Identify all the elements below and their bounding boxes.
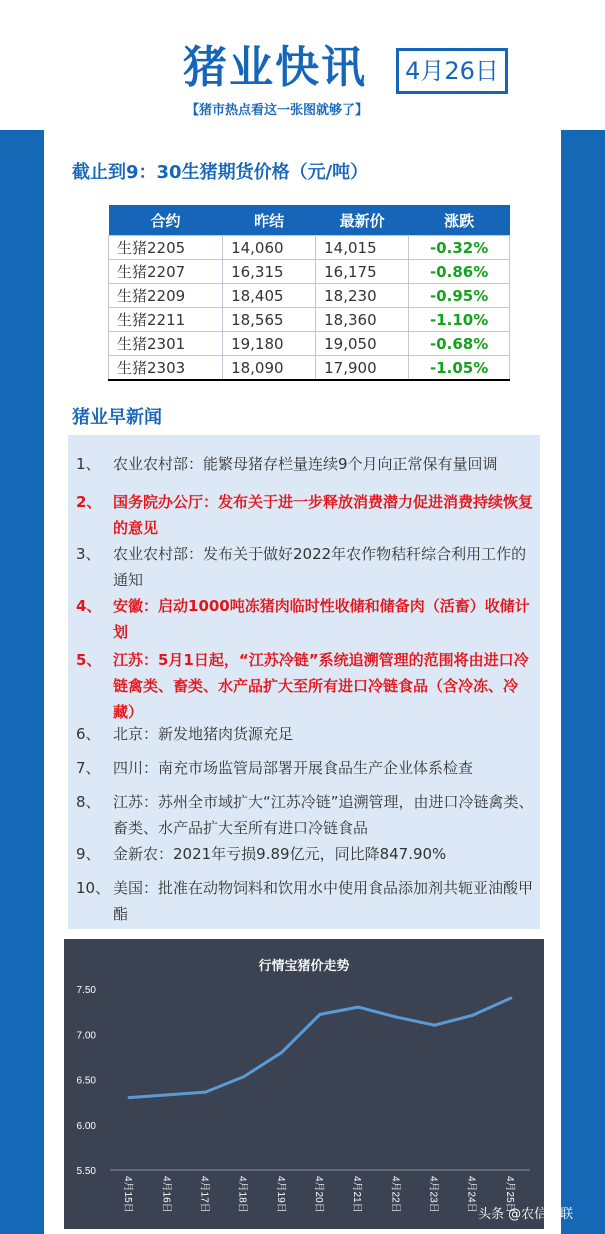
news-text: 国务院办公厅：发布关于进一步释放消费潜力促进消费持续恢复的意见	[113, 493, 534, 537]
y-tick-label: 6.00	[76, 1120, 96, 1132]
change-cell: -0.68%	[409, 332, 510, 356]
prev-settle-cell: 19,180	[223, 332, 316, 356]
x-tick-label: 4月17日	[198, 1176, 210, 1213]
x-tick-label: 4月23日	[427, 1176, 439, 1213]
price-trend-chart	[64, 939, 544, 1229]
news-text: 江苏：5月1日起，“江苏冷链”系统追溯管理的范围将由进口冷链禽类、畜类、水产品扩大至所有进口冷链食品（含冷冻、冷藏）	[113, 651, 529, 721]
latest-price-cell: 19,050	[316, 332, 409, 356]
date-badge: 4月26日	[396, 48, 508, 94]
x-tick-label: 4月24日	[465, 1176, 477, 1213]
change-cell: -0.86%	[409, 260, 510, 284]
data-point	[166, 1093, 169, 1096]
news-text: 美国：批准在动物饲料和饮用水中使用食品添加剂共轭亚油酸甲酯	[113, 879, 534, 923]
column-header-latest: 最新价	[316, 205, 409, 236]
data-point	[204, 1091, 207, 1094]
y-tick-label: 7.50	[76, 985, 96, 996]
data-point	[471, 1014, 474, 1017]
x-tick-label: 4月15日	[122, 1176, 134, 1213]
table-row	[109, 236, 510, 260]
table-row	[109, 284, 510, 308]
news-list	[68, 435, 540, 929]
news-text: 四川：南充市场监管局部署开展食品生产企业体系检查	[113, 759, 474, 777]
latest-price-cell: 18,230	[316, 284, 409, 308]
data-point	[319, 1013, 322, 1016]
x-tick-label: 4月22日	[389, 1176, 401, 1213]
news-text: 农业农村部：发布关于做好2022年农作物秸秆综合利用工作的通知	[113, 545, 527, 589]
news-text: 农业农村部：能繁母猪存栏量连续9个月向正常保有量回调	[113, 455, 498, 473]
news-number: 6、	[76, 725, 101, 743]
chart-canvas	[64, 939, 544, 1229]
latest-price-cell: 17,900	[316, 356, 409, 381]
x-tick-label: 4月20日	[313, 1176, 324, 1213]
x-tick-label: 4月16日	[160, 1176, 172, 1213]
y-tick-label: 6.50	[76, 1075, 96, 1087]
news-number: 8、	[76, 793, 101, 811]
header	[0, 0, 605, 130]
table-row	[109, 308, 510, 332]
x-tick-label: 4月18日	[236, 1176, 248, 1213]
latest-price-cell: 18,360	[316, 308, 409, 332]
data-point	[128, 1096, 131, 1099]
prev-settle-cell: 18,090	[223, 356, 316, 381]
x-tick-label: 4月19日	[274, 1176, 286, 1213]
news-number: 3、	[76, 545, 101, 563]
prev-settle-cell: 18,565	[223, 308, 316, 332]
news-number: 5、	[76, 651, 102, 669]
change-cell: -0.95%	[409, 284, 510, 308]
contract-cell: 生猪2303	[109, 356, 223, 381]
news-text: 安徽：启动1000吨冻猪肉临时性收储和储备肉（活畜）收储计划	[113, 597, 530, 641]
change-cell: -1.10%	[409, 308, 510, 332]
news-number: 9、	[76, 845, 101, 863]
futures-section-title: 截止到9：30生猪期货价格（元/吨）	[72, 162, 369, 183]
table-header-row	[109, 205, 510, 236]
data-point	[242, 1075, 245, 1078]
table-row	[109, 356, 510, 381]
latest-price-cell: 14,015	[316, 236, 409, 260]
change-cell: -1.05%	[409, 356, 510, 381]
watermark: 头条 @农信互联	[478, 1207, 574, 1222]
news-section-title: 猪业早新闻	[72, 407, 162, 428]
column-header-prev-settle: 昨结	[223, 205, 316, 236]
x-tick-label: 4月25日	[503, 1176, 515, 1213]
data-point	[357, 1006, 360, 1009]
news-number: 7、	[76, 759, 101, 777]
prev-settle-cell: 14,060	[223, 236, 316, 260]
data-point	[395, 1016, 398, 1019]
contract-cell: 生猪2211	[109, 308, 223, 332]
data-point	[509, 997, 512, 1000]
change-cell: -0.32%	[409, 236, 510, 260]
y-tick-label: 5.50	[76, 1166, 96, 1177]
table-row	[109, 260, 510, 284]
page-title: 猪业快讯	[183, 42, 367, 93]
y-tick-label: 7.00	[76, 1030, 96, 1042]
contract-cell: 生猪2205	[109, 236, 223, 260]
column-header-contract: 合约	[109, 205, 223, 236]
news-text: 北京：新发地猪肉货源充足	[113, 725, 294, 743]
prev-settle-cell: 18,405	[223, 284, 316, 308]
data-point	[433, 1024, 436, 1027]
table-row	[109, 332, 510, 356]
news-number: 10、	[76, 879, 111, 897]
latest-price-cell: 16,175	[316, 260, 409, 284]
news-number: 2、	[76, 493, 102, 511]
x-tick-label: 4月21日	[351, 1176, 363, 1213]
futures-table	[108, 205, 510, 381]
contract-cell: 生猪2209	[109, 284, 223, 308]
column-header-change: 涨跌	[409, 205, 510, 236]
data-point	[280, 1051, 283, 1054]
prev-settle-cell: 16,315	[223, 260, 316, 284]
contract-cell: 生猪2301	[109, 332, 223, 356]
news-text: 江苏：苏州全市域扩大“江苏冷链”追溯管理，由进口冷链禽类、畜类、水产品扩大至所有进口冷链食品	[113, 793, 534, 837]
news-text: 金新农：2021年亏损9.89亿元，同比降847.90%	[113, 845, 447, 863]
chart-title: 行情宝猪价走势	[258, 959, 350, 974]
news-number: 4、	[76, 597, 102, 615]
contract-cell: 生猪2207	[109, 260, 223, 284]
page-subtitle: 【猪市热点看这一张图就够了】	[186, 103, 369, 118]
news-number: 1、	[76, 455, 101, 473]
